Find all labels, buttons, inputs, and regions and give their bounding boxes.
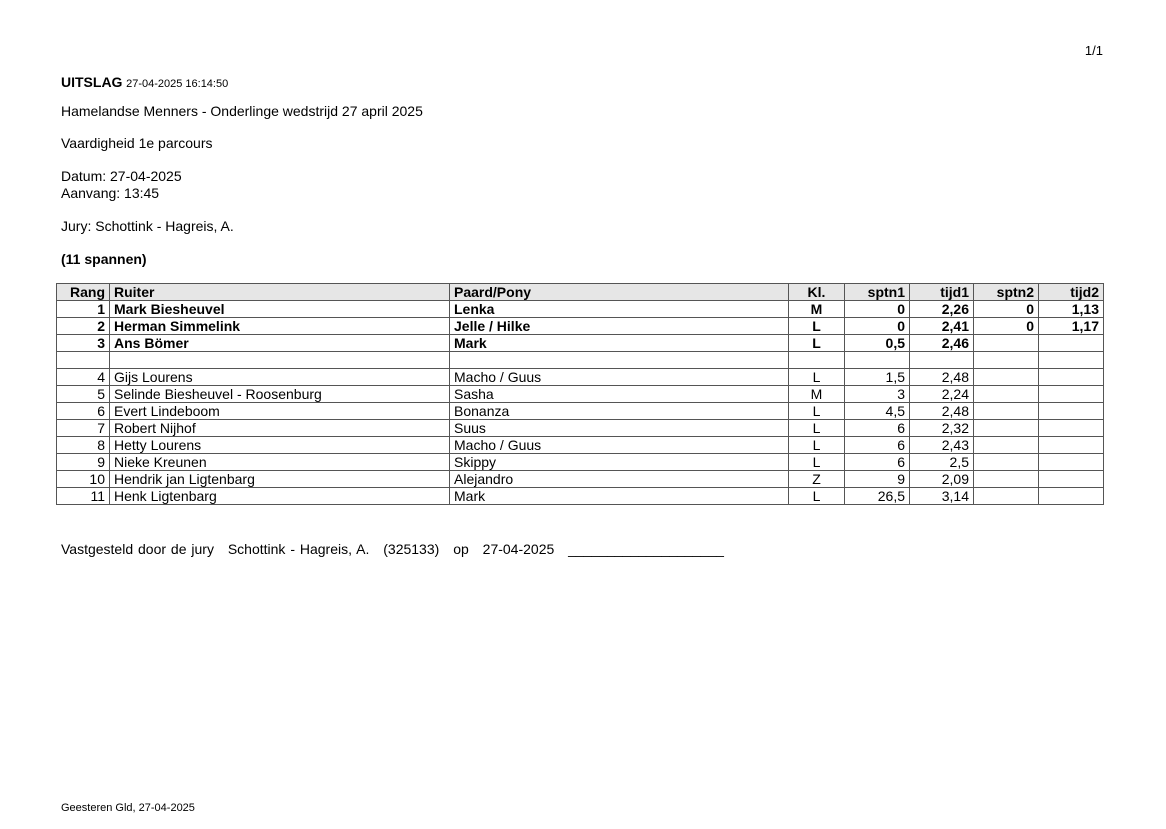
cell-klasse: L	[789, 318, 845, 335]
cell-ruiter: Henk Ligtenbarg	[110, 488, 450, 505]
cell-ruiter: Selinde Biesheuvel - Roosenburg	[110, 386, 450, 403]
confirmation-op: op	[453, 541, 469, 557]
table-row	[57, 335, 1104, 352]
column-header-tijd2: tijd2	[1039, 284, 1104, 301]
empty-cell	[450, 352, 789, 369]
event-name: Hamelandse Menners - Onderlinge wedstrijd 27 april 2025	[61, 103, 423, 119]
cell-klasse: L	[789, 369, 845, 386]
cell-sptn2	[974, 488, 1039, 505]
cell-tijd1: 2,41	[910, 318, 974, 335]
report-title-label: UITSLAG	[61, 74, 123, 90]
empty-cell	[789, 352, 845, 369]
jury-name: Schottink - Hagreis, A.	[227, 541, 370, 557]
cell-klasse: Z	[789, 471, 845, 488]
empty-cell	[845, 352, 910, 369]
cell-rang: 2	[57, 318, 110, 335]
cell-ruiter: Hendrik jan Ligtenbarg	[110, 471, 450, 488]
cell-sptn1: 6	[845, 420, 910, 437]
cell-sptn1: 4,5	[845, 403, 910, 420]
cell-rang: 4	[57, 369, 110, 386]
cell-tijd1: 2,32	[910, 420, 974, 437]
cell-ruiter: Hetty Lourens	[110, 437, 450, 454]
cell-paard: Jelle / Hilke	[450, 318, 789, 335]
empty-cell	[57, 352, 110, 369]
event-jury: Jury: Schottink - Hagreis, A.	[61, 218, 234, 234]
signature-line: ____________________	[568, 541, 724, 557]
cell-klasse: L	[789, 488, 845, 505]
cell-sptn1: 6	[845, 437, 910, 454]
cell-rang: 3	[57, 335, 110, 352]
cell-sptn1: 0	[845, 301, 910, 318]
cell-sptn1: 26,5	[845, 488, 910, 505]
event-start-time: Aanvang: 13:45	[61, 185, 160, 201]
cell-ruiter: Herman Simmelink	[110, 318, 450, 335]
cell-klasse: L	[789, 403, 845, 420]
column-header-sptn1: sptn1	[845, 284, 910, 301]
cell-tijd2	[1039, 420, 1104, 437]
cell-tijd2	[1039, 454, 1104, 471]
cell-tijd2	[1039, 335, 1104, 352]
cell-ruiter: Gijs Lourens	[110, 369, 450, 386]
cell-sptn2	[974, 386, 1039, 403]
cell-klasse: M	[789, 386, 845, 403]
cell-tijd1: 2,43	[910, 437, 974, 454]
cell-tijd1: 2,46	[910, 335, 974, 352]
table-row	[57, 318, 1104, 335]
cell-paard: Skippy	[450, 454, 789, 471]
cell-tijd2: 1,13	[1039, 301, 1104, 318]
cell-sptn1: 9	[845, 471, 910, 488]
column-header-klasse: Kl.	[789, 284, 845, 301]
cell-rang: 6	[57, 403, 110, 420]
cell-sptn2: 0	[974, 301, 1039, 318]
column-header-tijd1: tijd1	[910, 284, 974, 301]
cell-rang: 11	[57, 488, 110, 505]
jury-confirmation	[61, 541, 733, 557]
cell-klasse: L	[789, 335, 845, 352]
table-row	[57, 386, 1104, 403]
table-row	[57, 369, 1104, 386]
entry-count: (11 spannen)	[61, 251, 147, 267]
report-timestamp: 27-04-2025 16:14:50	[126, 78, 229, 90]
cell-sptn2	[974, 335, 1039, 352]
table-row	[57, 437, 1104, 454]
place-and-date: Geesteren Gld, 27-04-2025	[61, 802, 195, 814]
cell-paard: Macho / Guus	[450, 437, 789, 454]
cell-ruiter: Robert Nijhof	[110, 420, 450, 437]
confirmation-date: 27-04-2025	[482, 541, 555, 557]
table-row	[57, 301, 1104, 318]
cell-rang: 7	[57, 420, 110, 437]
cell-ruiter: Ans Bömer	[110, 335, 450, 352]
separator-row	[57, 352, 1104, 369]
cell-tijd1: 2,24	[910, 386, 974, 403]
cell-sptn1: 6	[845, 454, 910, 471]
empty-cell	[110, 352, 450, 369]
cell-paard: Alejandro	[450, 471, 789, 488]
cell-sptn2: 0	[974, 318, 1039, 335]
cell-sptn1: 3	[845, 386, 910, 403]
cell-paard: Lenka	[450, 301, 789, 318]
cell-sptn2	[974, 437, 1039, 454]
results-table-body	[57, 301, 1104, 505]
cell-sptn2	[974, 369, 1039, 386]
column-header-ruiter: Ruiter	[110, 284, 450, 301]
cell-ruiter: Evert Lindeboom	[110, 403, 450, 420]
cell-sptn2	[974, 454, 1039, 471]
cell-rang: 10	[57, 471, 110, 488]
cell-tijd2	[1039, 488, 1104, 505]
event-date: Datum: 27-04-2025	[61, 168, 182, 184]
cell-klasse: L	[789, 454, 845, 471]
cell-rang: 5	[57, 386, 110, 403]
empty-cell	[974, 352, 1039, 369]
jury-id: (325133)	[383, 541, 440, 557]
cell-rang: 9	[57, 454, 110, 471]
column-header-paard: Paard/Pony	[450, 284, 789, 301]
cell-tijd2	[1039, 386, 1104, 403]
cell-paard: Mark	[450, 335, 789, 352]
table-row	[57, 488, 1104, 505]
cell-tijd1: 2,26	[910, 301, 974, 318]
page-number: 1/1	[1084, 43, 1103, 58]
column-header-rang: Rang	[57, 284, 110, 301]
cell-klasse: M	[789, 301, 845, 318]
cell-tijd1: 2,48	[910, 403, 974, 420]
cell-tijd1: 3,14	[910, 488, 974, 505]
cell-paard: Bonanza	[450, 403, 789, 420]
report-title	[61, 74, 228, 90]
cell-tijd1: 2,09	[910, 471, 974, 488]
cell-klasse: L	[789, 437, 845, 454]
cell-klasse: L	[789, 420, 845, 437]
cell-tijd2	[1039, 471, 1104, 488]
cell-paard: Macho / Guus	[450, 369, 789, 386]
table-header-row	[57, 284, 1104, 301]
cell-ruiter: Nieke Kreunen	[110, 454, 450, 471]
table-row	[57, 403, 1104, 420]
cell-sptn2	[974, 420, 1039, 437]
cell-rang: 1	[57, 301, 110, 318]
cell-paard: Sasha	[450, 386, 789, 403]
cell-paard: Suus	[450, 420, 789, 437]
cell-tijd1: 2,5	[910, 454, 974, 471]
cell-sptn1: 0,5	[845, 335, 910, 352]
results-table	[56, 283, 1104, 505]
event-class: Vaardigheid 1e parcours	[61, 135, 213, 151]
cell-tijd2	[1039, 403, 1104, 420]
cell-sptn2	[974, 403, 1039, 420]
cell-tijd2	[1039, 437, 1104, 454]
empty-cell	[910, 352, 974, 369]
cell-tijd2: 1,17	[1039, 318, 1104, 335]
confirmation-label: Vastgesteld door de jury	[61, 541, 214, 557]
table-row	[57, 471, 1104, 488]
column-header-sptn2: sptn2	[974, 284, 1039, 301]
cell-sptn1: 0	[845, 318, 910, 335]
cell-sptn1: 1,5	[845, 369, 910, 386]
empty-cell	[1039, 352, 1104, 369]
table-row	[57, 454, 1104, 471]
cell-rang: 8	[57, 437, 110, 454]
cell-ruiter: Mark Biesheuvel	[110, 301, 450, 318]
table-row	[57, 420, 1104, 437]
cell-sptn2	[974, 471, 1039, 488]
cell-tijd1: 2,48	[910, 369, 974, 386]
cell-paard: Mark	[450, 488, 789, 505]
cell-tijd2	[1039, 369, 1104, 386]
